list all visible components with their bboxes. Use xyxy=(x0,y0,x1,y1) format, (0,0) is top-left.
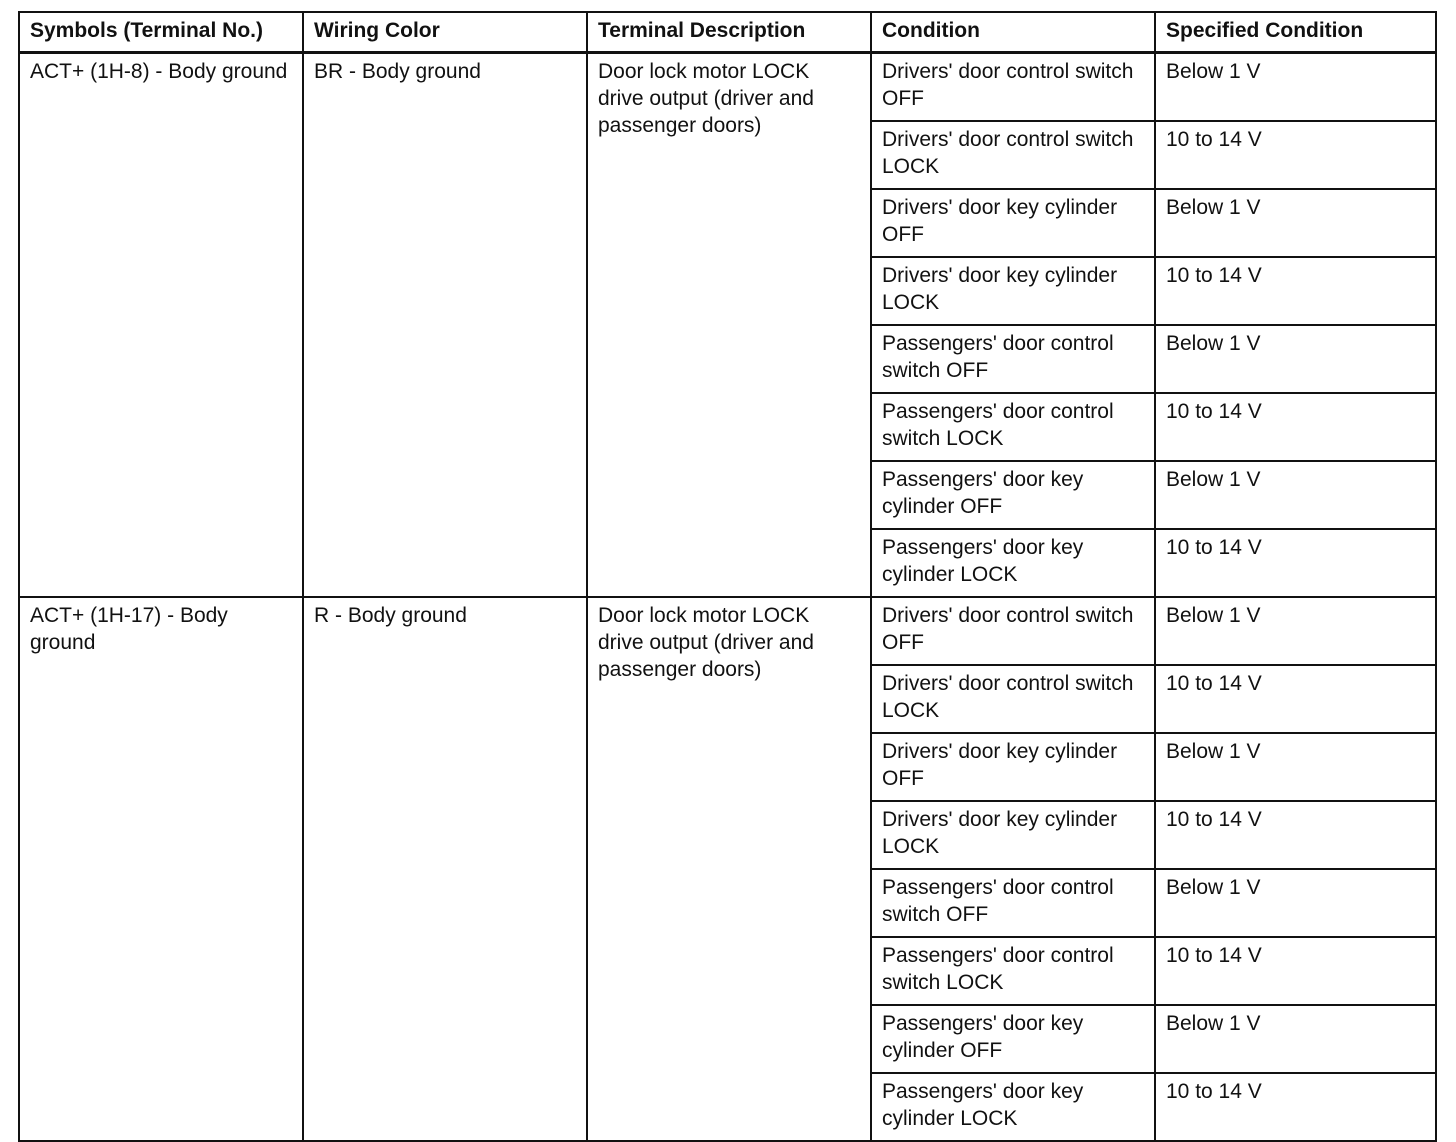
specified-condition-cell: Below 1 V xyxy=(1155,597,1436,665)
wiring-color-cell: R - Body ground xyxy=(303,597,587,1141)
table-row xyxy=(19,53,1436,122)
table-row xyxy=(19,597,1436,665)
table-body xyxy=(19,53,1436,1142)
condition-cell: Drivers' door control switch OFF xyxy=(871,597,1155,665)
specified-condition-cell: Below 1 V xyxy=(1155,869,1436,937)
header-symbols: Symbols (Terminal No.) xyxy=(19,12,303,53)
specified-condition-cell: Below 1 V xyxy=(1155,53,1436,122)
condition-cell: Passengers' door key cylinder LOCK xyxy=(871,529,1155,597)
specified-condition-cell: 10 to 14 V xyxy=(1155,393,1436,461)
condition-cell: Drivers' door control switch LOCK xyxy=(871,665,1155,733)
specified-condition-cell: 10 to 14 V xyxy=(1155,801,1436,869)
specified-condition-cell: 10 to 14 V xyxy=(1155,121,1436,189)
condition-cell: Drivers' door key cylinder LOCK xyxy=(871,257,1155,325)
wiring-color-cell: BR - Body ground xyxy=(303,53,587,598)
specified-condition-cell: 10 to 14 V xyxy=(1155,665,1436,733)
condition-cell: Drivers' door key cylinder OFF xyxy=(871,733,1155,801)
specified-condition-cell: Below 1 V xyxy=(1155,1005,1436,1073)
symbol-cell: ACT+ (1H-17) - Body ground xyxy=(19,597,303,1141)
specified-condition-cell: 10 to 14 V xyxy=(1155,529,1436,597)
header-wiring-color: Wiring Color xyxy=(303,12,587,53)
condition-cell: Passengers' door control switch LOCK xyxy=(871,937,1155,1005)
specified-condition-cell: 10 to 14 V xyxy=(1155,1073,1436,1141)
condition-cell: Passengers' door control switch OFF xyxy=(871,869,1155,937)
terminal-spec-table xyxy=(18,11,1437,1142)
condition-cell: Drivers' door key cylinder OFF xyxy=(871,189,1155,257)
specified-condition-cell: Below 1 V xyxy=(1155,461,1436,529)
terminal-description-cell: Door lock motor LOCK drive output (driver and passenger doors) xyxy=(587,597,871,1141)
condition-cell: Passengers' door key cylinder LOCK xyxy=(871,1073,1155,1141)
condition-cell: Passengers' door key cylinder OFF xyxy=(871,461,1155,529)
specified-condition-cell: 10 to 14 V xyxy=(1155,257,1436,325)
specified-condition-cell: Below 1 V xyxy=(1155,325,1436,393)
symbol-cell: ACT+ (1H-8) - Body ground xyxy=(19,53,303,598)
table-header-row xyxy=(19,12,1436,53)
terminal-description-cell: Door lock motor LOCK drive output (driver and passenger doors) xyxy=(587,53,871,598)
specified-condition-cell: Below 1 V xyxy=(1155,733,1436,801)
condition-cell: Drivers' door control switch LOCK xyxy=(871,121,1155,189)
condition-cell: Passengers' door control switch LOCK xyxy=(871,393,1155,461)
condition-cell: Drivers' door control switch OFF xyxy=(871,53,1155,122)
header-terminal-description: Terminal Description xyxy=(587,12,871,53)
condition-cell: Passengers' door key cylinder OFF xyxy=(871,1005,1155,1073)
header-condition: Condition xyxy=(871,12,1155,53)
condition-cell: Drivers' door key cylinder LOCK xyxy=(871,801,1155,869)
specified-condition-cell: 10 to 14 V xyxy=(1155,937,1436,1005)
header-specified-condition: Specified Condition xyxy=(1155,12,1436,53)
condition-cell: Passengers' door control switch OFF xyxy=(871,325,1155,393)
specified-condition-cell: Below 1 V xyxy=(1155,189,1436,257)
